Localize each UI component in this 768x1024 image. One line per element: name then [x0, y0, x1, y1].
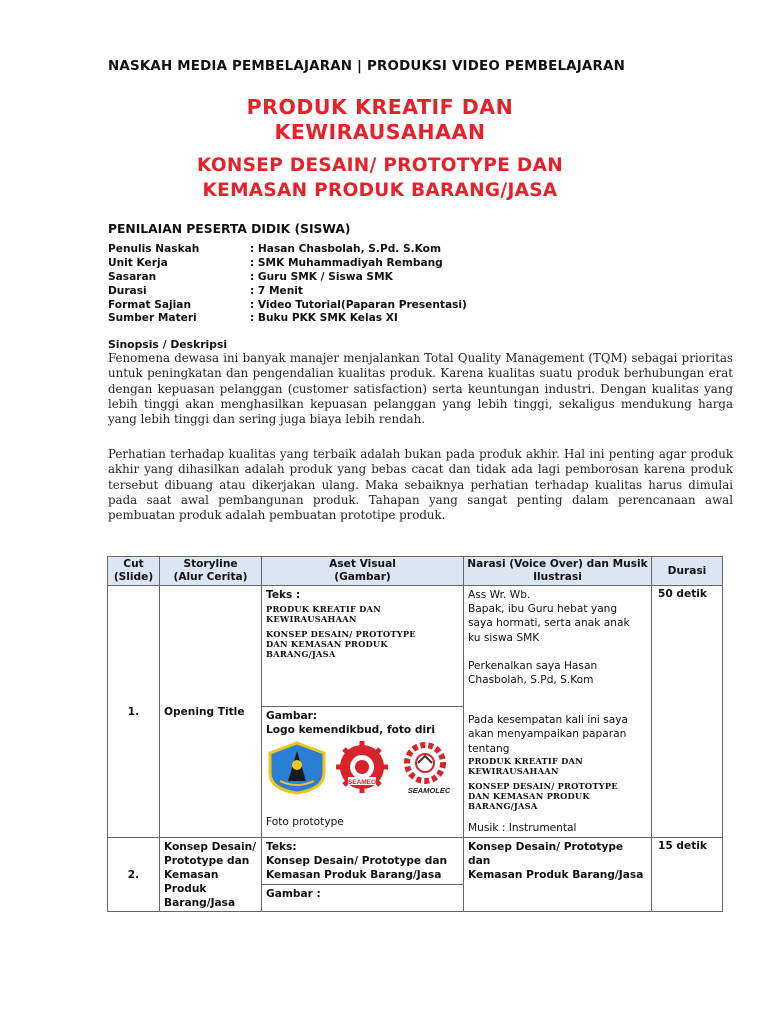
table-row: [108, 586, 723, 707]
music-label: Musik : Instrumental: [468, 821, 577, 834]
table-header-row: [108, 557, 723, 586]
row2-duration: 15 detik: [652, 838, 723, 912]
row1-visual-image: Gambar: Logo kemendikbud, foto diri SEAMEO SEAMOLEC Foto prototype: [262, 707, 464, 838]
row2-visual-image: Gambar :: [262, 885, 464, 912]
table-row: [108, 838, 723, 885]
row1-visual-text: Teks : PRODUK KREATIF DAN KEWIRAUSAHAAN KONSEP DESAIN/ PROTOTYPE DAN KEMASAN PRODUK BARANG/JASA: [262, 586, 464, 707]
synopsis-heading: Sinopsis / Deskripsi: [108, 338, 228, 351]
row2-cut: 2.: [108, 838, 160, 912]
logo-strip: [266, 739, 459, 797]
section-title: PENILAIAN PESERTA DIDIK (SISWA): [108, 222, 351, 236]
seameo-logo-icon: [334, 741, 390, 795]
document-header: NASKAH MEDIA PEMBELAJARAN | PRODUKSI VIDEO PEMBELAJARAN: [108, 59, 625, 74]
header-visual: Aset Visual (Gambar): [262, 557, 464, 586]
document-page: NASKAH MEDIA PEMBELAJARAN | PRODUKSI VIDEO PEMBELAJARAN PRODUK KREATIF DAN KEWIRAUSAHAAN KONSEP DESAIN/ PROTOTYPE DAN KEMASAN PRODUK BARANG/JASA PENILAIAN PESERTA DIDIK (SISWA) Penulis Naskah : Hasan Chasbolah, S.Pd. S.Kom Unit Kerja : SMK Muhammadiyah Rembang Sasaran : Guru SMK / Siswa SMK Durasi : 7 Menit Format Sajian : Video Tutorial(Paparan Presentasi) Sumber Materi : Buku PKK SMK Kelas XI Sinopsis / Deskripsi Fenomena dewasa ini banyak manajer menjalankan Total Quality Management (TQM) sebagai prioritas untuk peningkatan dan pengendalian kualitas produk. Karena kualitas suatu produk berhubungan erat dengan kepuasan pelanggan (customer satisfaction) serta keuntungan industri. Dengan kualitas yang lebih tinggi akan menghasilkan kepuasan pelanggan yang lebih tinggi, sekaligus mendukung harga yang lebih tinggi dan sering juga biaya lebih rendah. Perhatian terhadap kualitas yang terbaik adalah bukan pada produk akhir. Hal ini penting agar produk akhir yang dihasilkan adalah produk yang bebas cacat dan tidak ada lagi pemborosan karena produk tersebut dibuang atau dikerjakan ulang. Maka sebaiknya perhatian terhadap kualitas harus dimulai pada saat awal pembangunan produk. Tahapan yang sangat penting dalam perencanaan awal pembuatan produk adalah pembuatan prototipe produk. Cut (Slide) Storyline (Alur Cerita) Aset Visual (Gambar) Narasi (Voice Over) dan Musik Ilustrasi Durasi 1. Opening Title Teks : PRODUK KREATIF DAN KEWIRAUSAHAAN KONSEP DESAIN/ PROTOTYPE DAN KEMASAN PRODUK BARANG/JASA Ass Wr. Wb. Bapak, ibu Guru hebat yang saya hormati, serta anak anak ku siswa SMK Perkenalkan saya Hasan Chasbolah, S.Pd, S.Kom Pada kesempatan kali ini saya akan menyampaikan paparan tentang PRODUK KREATIF DAN KEWIRAUSAHAAN KONSEP DESAIN/ PROTOTYPE DAN KEMASAN PRODUK BARANG/JASA Musik : Instrumental 50 detik Gambar: Logo kemendikbud, foto diri SEAMEO SEAMOLEC Foto prototype 2. Konsep Desain/ Prototype dan Kemasan Produk Barang/Jasa Teks: Konsep Desain/ Prototype dan Kemasan Produk Barang/Jasa Konsep Desain/ Prototype dan Kemasan Produk Barang/Jasa 15 detik Gambar :: [0, 0, 768, 1024]
row1-storyline: Opening Title: [160, 586, 262, 838]
svg-text:SEAMOLEC: SEAMOLEC: [407, 786, 451, 795]
row2-visual-text: Teks: Konsep Desain/ Prototype dan Kemasan Produk Barang/Jasa: [262, 838, 464, 885]
synopsis-paragraph-1: Fenomena dewasa ini banyak manajer menjalankan Total Quality Management (TQM) sebagai prioritas untuk peningkatan dan pengendalian kualitas produk. Karena kualitas suatu produk berhubungan erat dengan kepuasan pelanggan (customer satisfaction) serta keuntungan industri. Dengan kualitas yang lebih tinggi akan menghasilkan kepuasan pelanggan yang lebih tinggi, sekaligus mendukung harga yang lebih tinggi dan sering juga biaya lebih rendah.: [108, 351, 733, 427]
header-narration: Narasi (Voice Over) dan Musik Ilustrasi: [464, 557, 652, 586]
row2-storyline: Konsep Desain/ Prototype dan Kemasan Produk Barang/Jasa: [160, 838, 262, 912]
storyboard-table: [107, 556, 723, 912]
row2-narration: Konsep Desain/ Prototype dan Kemasan Produk Barang/Jasa: [464, 838, 652, 912]
row1-narration: Ass Wr. Wb. Bapak, ibu Guru hebat yang saya hormati, serta anak anak ku siswa SMK Perkenalkan saya Hasan Chasbolah, S.Pd, S.Kom Pada kesempatan kali ini saya akan menyampaikan paparan tentang PRODUK KREATIF DAN KEWIRAUSAHAAN KONSEP DESAIN/ PROTOTYPE DAN KEMASAN PRODUK BARANG/JASA Musik : Instrumental: [464, 586, 652, 838]
seamolec-logo-icon: [396, 741, 454, 795]
row1-cut: 1.: [108, 586, 160, 838]
photo-prototype-label: Foto prototype: [266, 816, 344, 828]
header-storyline: Storyline (Alur Cerita): [160, 557, 262, 586]
header-cut: Cut (Slide): [108, 557, 160, 586]
synopsis-paragraph-2: Perhatian terhadap kualitas yang terbaik adalah bukan pada produk akhir. Hal ini penting agar produk akhir yang dihasilkan adalah produk yang bebas cacat dan tidak ada lagi pemborosan karena produk tersebut dibuang atau dikerjakan ulang. Maka sebaiknya perhatian terhadap kualitas harus dimulai pada saat awal pembangunan produk. Tahapan yang sangat penting dalam perencanaan awal pembuatan produk adalah pembuatan prototipe produk.: [108, 447, 733, 523]
svg-text:SEAMEO: SEAMEO: [347, 779, 377, 786]
row1-duration: 50 detik: [652, 586, 723, 838]
main-title: PRODUK KREATIF DAN KEWIRAUSAHAAN: [246, 95, 514, 144]
header-duration: Durasi: [652, 557, 723, 586]
sub-title: KONSEP DESAIN/ PROTOTYPE DAN KEMASAN PRODUK BARANG/JASA: [197, 155, 563, 201]
kemendikbud-logo-icon: [266, 741, 328, 795]
